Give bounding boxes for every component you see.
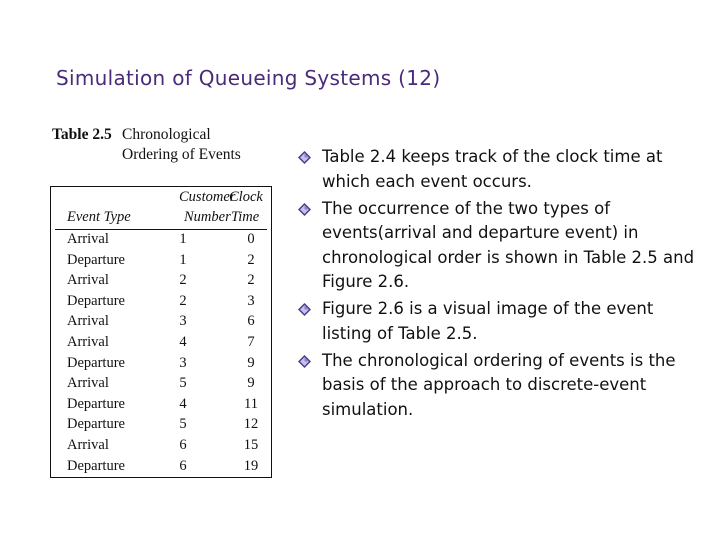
event-type-cell: Arrival [67,437,109,453]
event-table [50,186,272,478]
table-row [51,414,271,435]
event-type-cell: Arrival [67,231,109,247]
bullet-item [296,145,696,194]
event-type-cell: Arrival [67,272,109,289]
customer-number-cell: 2 [179,272,187,289]
clock-time-cell: 15 [243,437,259,453]
table-row [51,291,271,312]
clock-time-cell: 3 [247,292,255,309]
header-clock-line1: Clock [229,189,263,205]
diamond-bullet-icon [298,151,311,164]
clock-time-cell: 6 [247,313,255,330]
customer-number-cell: 5 [179,375,187,392]
bullet-list [296,145,696,425]
event-type-cell: Arrival [67,313,109,330]
customer-number-cell: 3 [179,313,187,330]
customer-number-cell: 6 [179,437,187,453]
event-type-cell: Departure [67,395,125,412]
table-row [51,332,271,353]
customer-number-cell: 2 [179,292,187,309]
customer-number-cell: 6 [179,457,187,474]
bullet-item [296,197,696,295]
event-type-cell: Departure [67,416,125,433]
clock-time-cell: 9 [247,354,255,371]
customer-number-cell: 4 [179,395,187,412]
customer-number-cell: 4 [179,334,187,350]
event-type-cell: Departure [67,292,125,309]
event-type-cell: Departure [67,354,125,371]
header-customer-line1: Customer [179,189,236,205]
table-row [51,353,271,374]
table-row [51,229,271,250]
header-event-type: Event Type [67,209,131,225]
customer-number-cell: 3 [179,354,187,371]
event-type-cell: Departure [67,251,125,268]
table-row [51,311,271,332]
diamond-bullet-icon [298,303,311,316]
clock-time-cell: 7 [247,334,255,350]
clock-time-cell: 11 [244,395,258,412]
clock-time-cell: 19 [243,457,259,474]
table-row [51,250,271,271]
event-type-cell: Arrival [67,375,109,392]
table-row [51,270,271,291]
customer-number-cell: 1 [179,231,187,247]
customer-number-cell: 1 [179,251,187,268]
bullet-item [296,349,696,423]
table-row [51,394,271,415]
table-caption-text: Chronological Ordering of Events [122,126,241,163]
table-caption-number: Table 2.5 [52,126,112,143]
diamond-bullet-icon [298,203,311,216]
customer-number-cell: 5 [179,416,187,433]
clock-time-cell: 2 [247,251,255,268]
clock-time-cell: 9 [247,375,255,392]
table-row [51,435,271,456]
bullet-text: The chronological ordering of events is the basis of the approach to discrete-event simulation. [322,350,676,419]
bullet-text: Figure 2.6 is a visual image of the event listing of Table 2.5. [322,299,654,343]
event-type-cell: Departure [67,457,125,474]
table-row [51,456,271,477]
bullet-item [296,297,696,346]
slide-title: Simulation of Queueing Systems (12) [56,66,441,90]
header-clock-line2: Time [231,209,260,225]
event-type-cell: Arrival [67,334,109,350]
clock-time-cell: 12 [243,416,259,433]
bullet-text: The occurrence of the two types of events(arrival and departure event) in chronological order is shown in Table 2.5 and Figure 2.6. [322,198,695,291]
clock-time-cell: 0 [247,231,255,247]
header-customer-line2: Number [184,209,231,225]
clock-time-cell: 2 [247,272,255,289]
table-row [51,373,271,394]
bullet-text: Table 2.4 keeps track of the clock time at which each event occurs. [322,147,663,191]
diamond-bullet-icon [298,355,311,368]
